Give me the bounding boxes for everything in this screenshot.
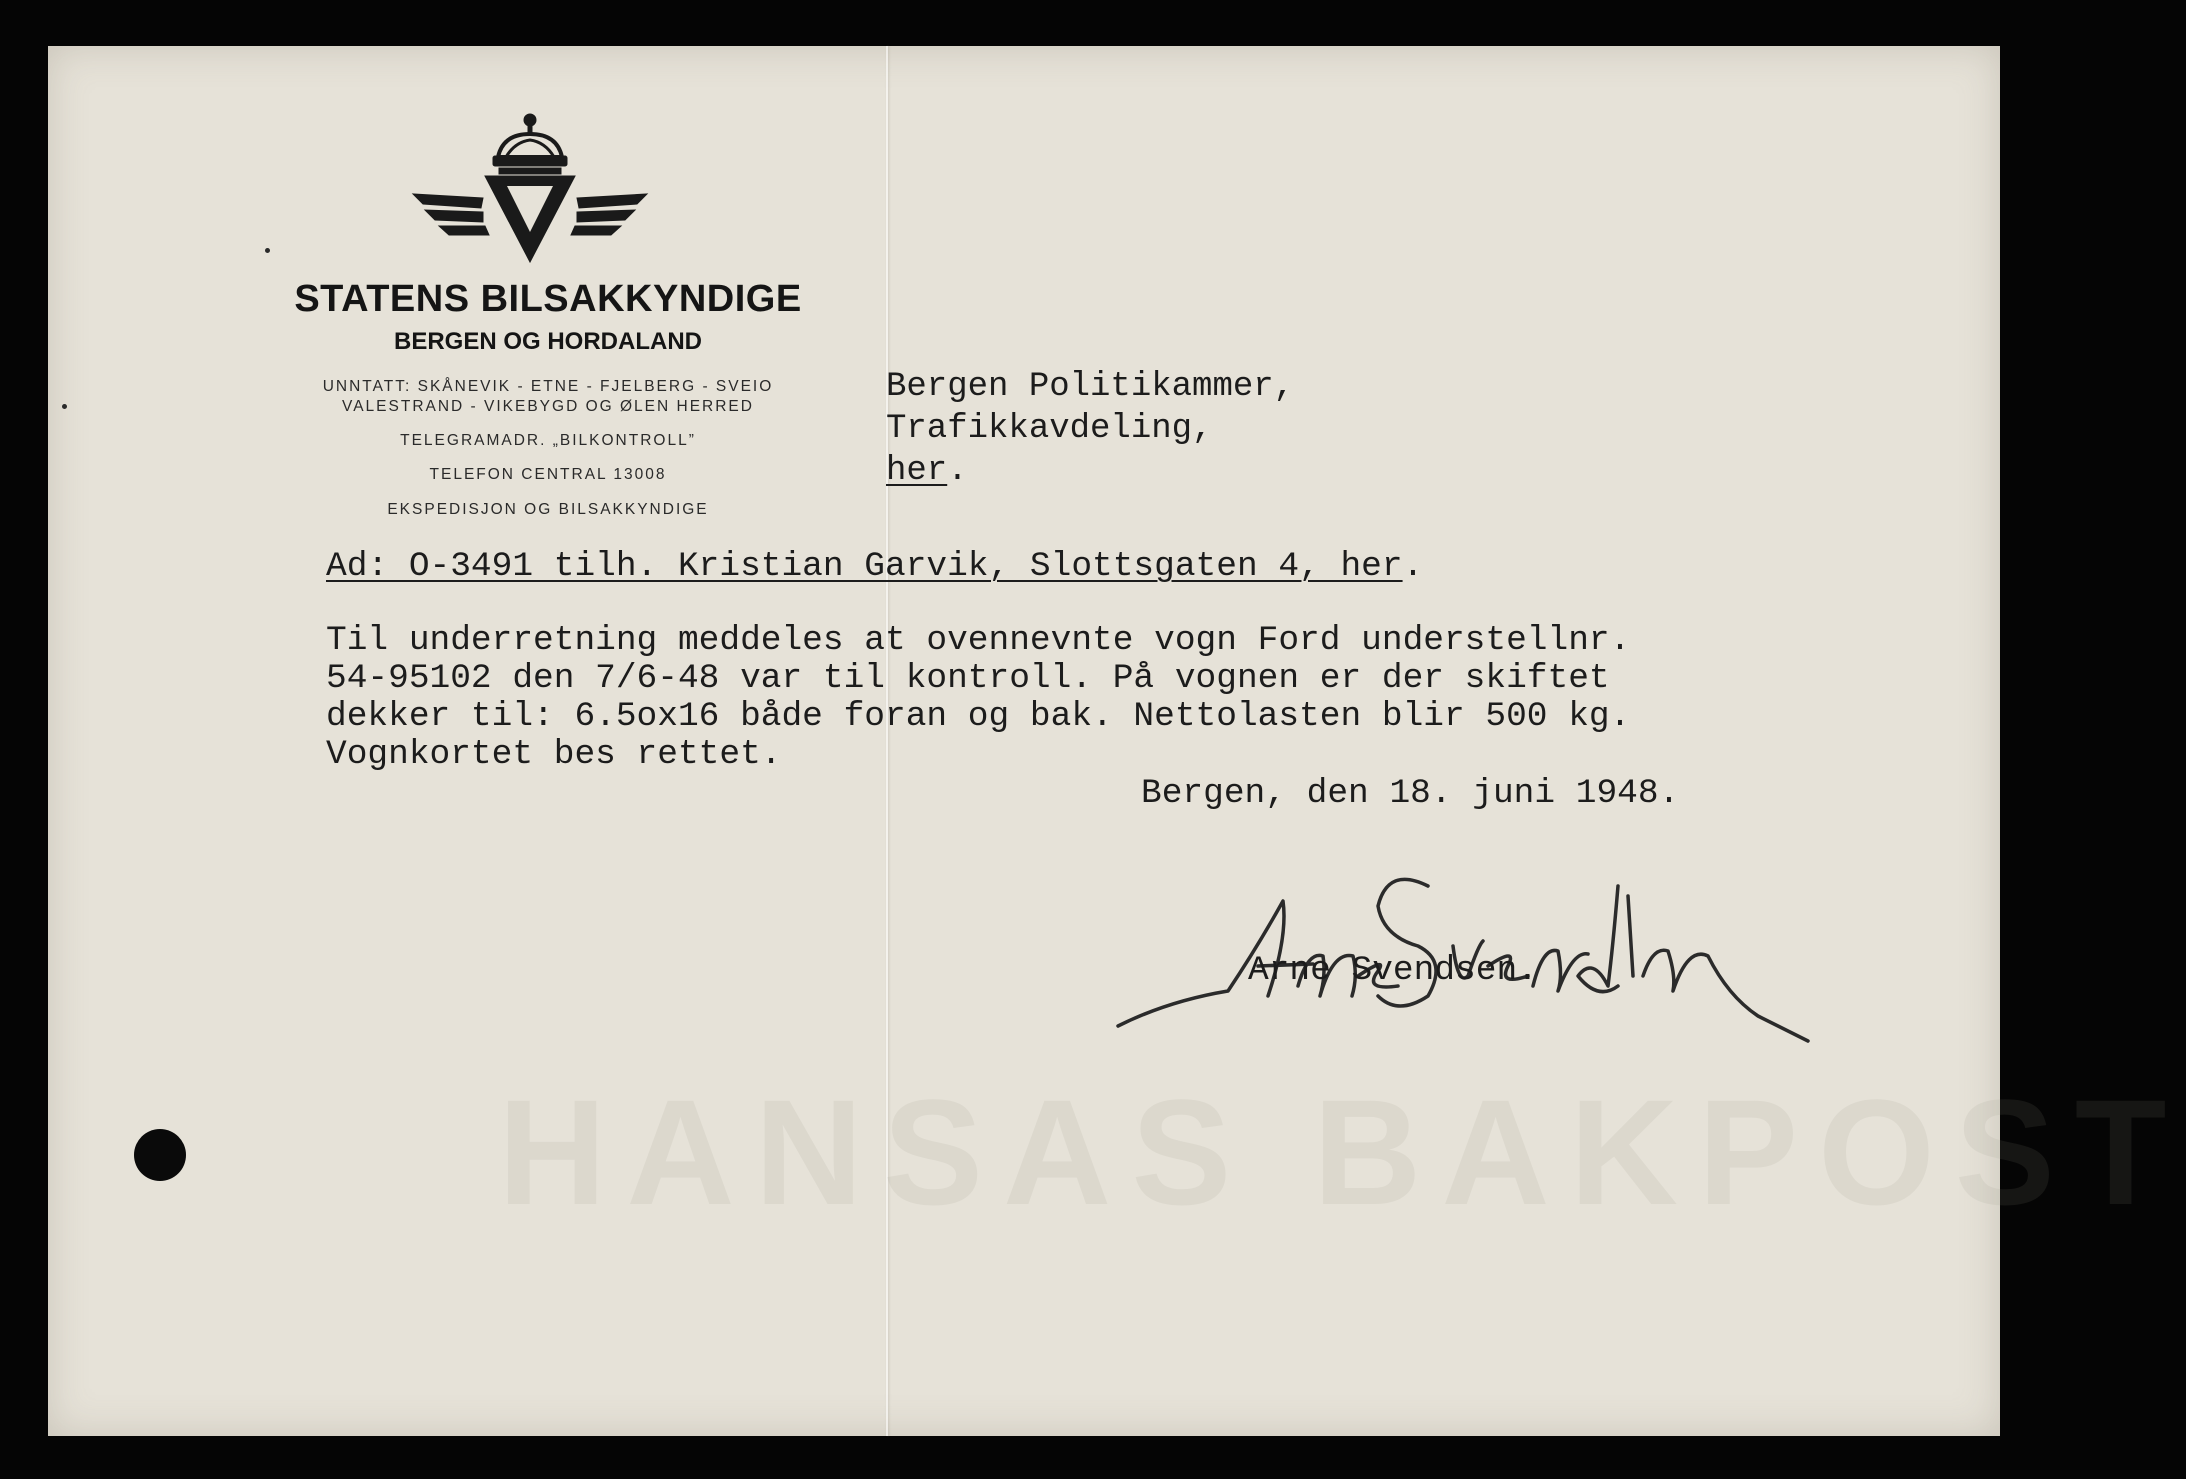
- crown-winged-v-emblem-icon: [403, 112, 658, 282]
- subject-line: [326, 547, 1423, 586]
- letterhead-office: EKSPEDISJON OG BILSAKKYNDIGE: [387, 501, 709, 518]
- ink-dot: [265, 248, 270, 253]
- punch-hole: [134, 1129, 186, 1181]
- agency-region: BERGEN OG HORDALAND: [393, 328, 702, 355]
- letterhead-telegram: TELEGRAMADR. „BILKONTROLL”: [400, 432, 696, 449]
- recipient-her: her: [886, 452, 948, 490]
- body-line-4: Vognkortet bes rettet.: [326, 735, 782, 774]
- body-line-1: Til underretning meddeles at ovennevnte vogn Ford understellnr.: [326, 621, 1631, 660]
- handwritten-signature: [1108, 826, 1908, 1066]
- recipient-line2: Trafikkavdeling,: [886, 410, 1213, 448]
- agency-title: STATENS BILSAKKYNDIGE: [294, 278, 802, 320]
- signatory-name: Arne Svendsen.: [1248, 951, 1538, 990]
- faded-stamp-text: HANSAS BAKPOST: [498, 1068, 2186, 1236]
- letterhead-exceptions-line2: VALESTRAND - VIKEBYGD OG ØLEN HERRED: [342, 398, 754, 415]
- recipient-her-period: .: [947, 452, 968, 490]
- letter-page: [48, 46, 2186, 1436]
- dateline: Bergen, den 18. juni 1948.: [1141, 774, 1680, 813]
- ink-dot: [62, 404, 67, 409]
- body-line-2: 54-95102 den 7/6-48 var til kontroll. På vognen er der skiftet: [326, 659, 1610, 698]
- recipient-line3: [886, 452, 968, 490]
- body-line-3: dekker til: 6.5ox16 både foran og bak. Nettolasten blir 500 kg.: [326, 697, 1631, 736]
- subject-period: .: [1402, 547, 1424, 586]
- letterhead-exceptions-line1: UNNTATT: SKÅNEVIK - ETNE - FJELBERG - SVEIO: [322, 378, 774, 395]
- subject-text: Ad: O-3491 tilh. Kristian Garvik, Slottsgaten 4, her: [326, 547, 1403, 586]
- recipient-line1: Bergen Politikammer,: [886, 368, 1295, 406]
- letterhead-phone: TELEFON CENTRAL 13008: [429, 466, 667, 483]
